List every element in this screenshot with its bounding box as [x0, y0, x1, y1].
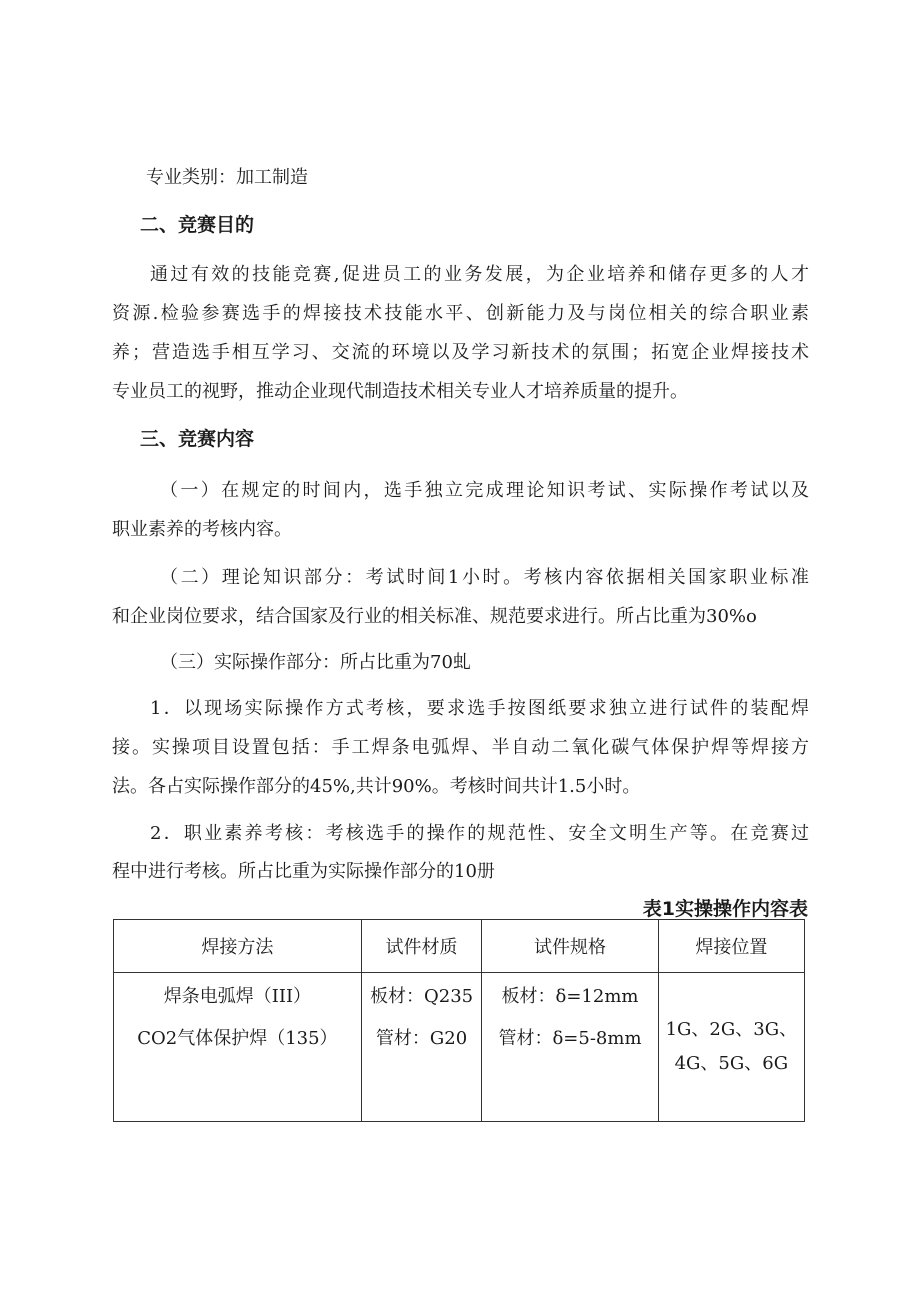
paragraph-line: （一）在规定的时间内，选手独立完成理论知识考试、实际操作考试以及	[160, 480, 809, 501]
paragraph-line: 养；营造选手相互学习、交流的环境以及学习新技术的氛围；拓宽企业焊接技术	[112, 342, 809, 363]
method-cell	[114, 973, 362, 1122]
section-heading-content: 三、竞赛内容	[140, 428, 255, 450]
table-caption: 表1实操操作内容表	[642, 898, 808, 920]
paragraph-line: 2．职业素养考核：考核选手的操作的规范性、安全文明生产等。在竞赛过	[150, 823, 809, 844]
content-item-3: （三）实际操作部分：所占比重为70虬	[160, 652, 471, 673]
material-item: 板材：Q235	[369, 986, 474, 1007]
paragraph-line: 法。各占实际操作部分的45%,共计90%。考核时间共计1.5小时。	[112, 776, 641, 797]
header-cell: 焊接方法	[114, 920, 362, 973]
material-cell	[361, 973, 482, 1122]
position-cell	[658, 973, 804, 1122]
section-heading-purpose: 二、竞赛目的	[140, 214, 255, 236]
paragraph-line: 通过有效的技能竞赛,促进员工的业务发展，为企业培养和储存更多的人才	[150, 264, 809, 285]
table-header-row	[114, 920, 805, 973]
header-cell: 焊接位置	[658, 920, 804, 973]
method-item: CO2气体保护焊（135）	[137, 1028, 338, 1049]
spec-item: 管材：δ=5-8mm	[498, 1028, 642, 1049]
header-cell: 试件材质	[361, 920, 482, 973]
spec-cell	[482, 973, 658, 1122]
paragraph-line: 专业员工的视野，推动企业现代制造技术相关专业人才培养质量的提升。	[112, 381, 688, 402]
paragraph-line: 程中进行考核。所占比重为实际操作部分的10册	[112, 861, 495, 882]
table-row	[114, 973, 805, 1122]
material-item: 管材：G20	[375, 1028, 468, 1049]
method-item: 焊条电弧焊（III）	[163, 986, 312, 1007]
paragraph-line: 和企业岗位要求，结合国家及行业的相关标准、规范要求进行。所占比重为30%o	[112, 606, 757, 627]
paragraph-line: 1．以现场实际操作方式考核，要求选手按图纸要求独立进行试件的装配焊	[150, 698, 809, 719]
operations-table	[113, 919, 805, 1122]
spec-item: 板材：δ=12mm	[501, 986, 639, 1007]
paragraph-line: （二）理论知识部分：考试时间1小时。考核内容依据相关国家职业标准	[160, 567, 809, 588]
paragraph-line: 接。实操项目设置包括：手工焊条电弧焊、半自动二氧化碳气体保护焊等焊接方	[112, 737, 809, 758]
category-line: 专业类别：加工制造	[146, 167, 308, 188]
header-cell: 试件规格	[482, 920, 658, 973]
position-item: 4G、5G、6G	[674, 1053, 789, 1074]
paragraph-line: 职业素养的考核内容。	[112, 519, 292, 540]
position-item: 1G、2G、3G、	[665, 1019, 798, 1040]
paragraph-line: 资源.检验参赛选手的焊接技术技能水平、创新能力及与岗位相关的综合职业素	[112, 303, 809, 324]
